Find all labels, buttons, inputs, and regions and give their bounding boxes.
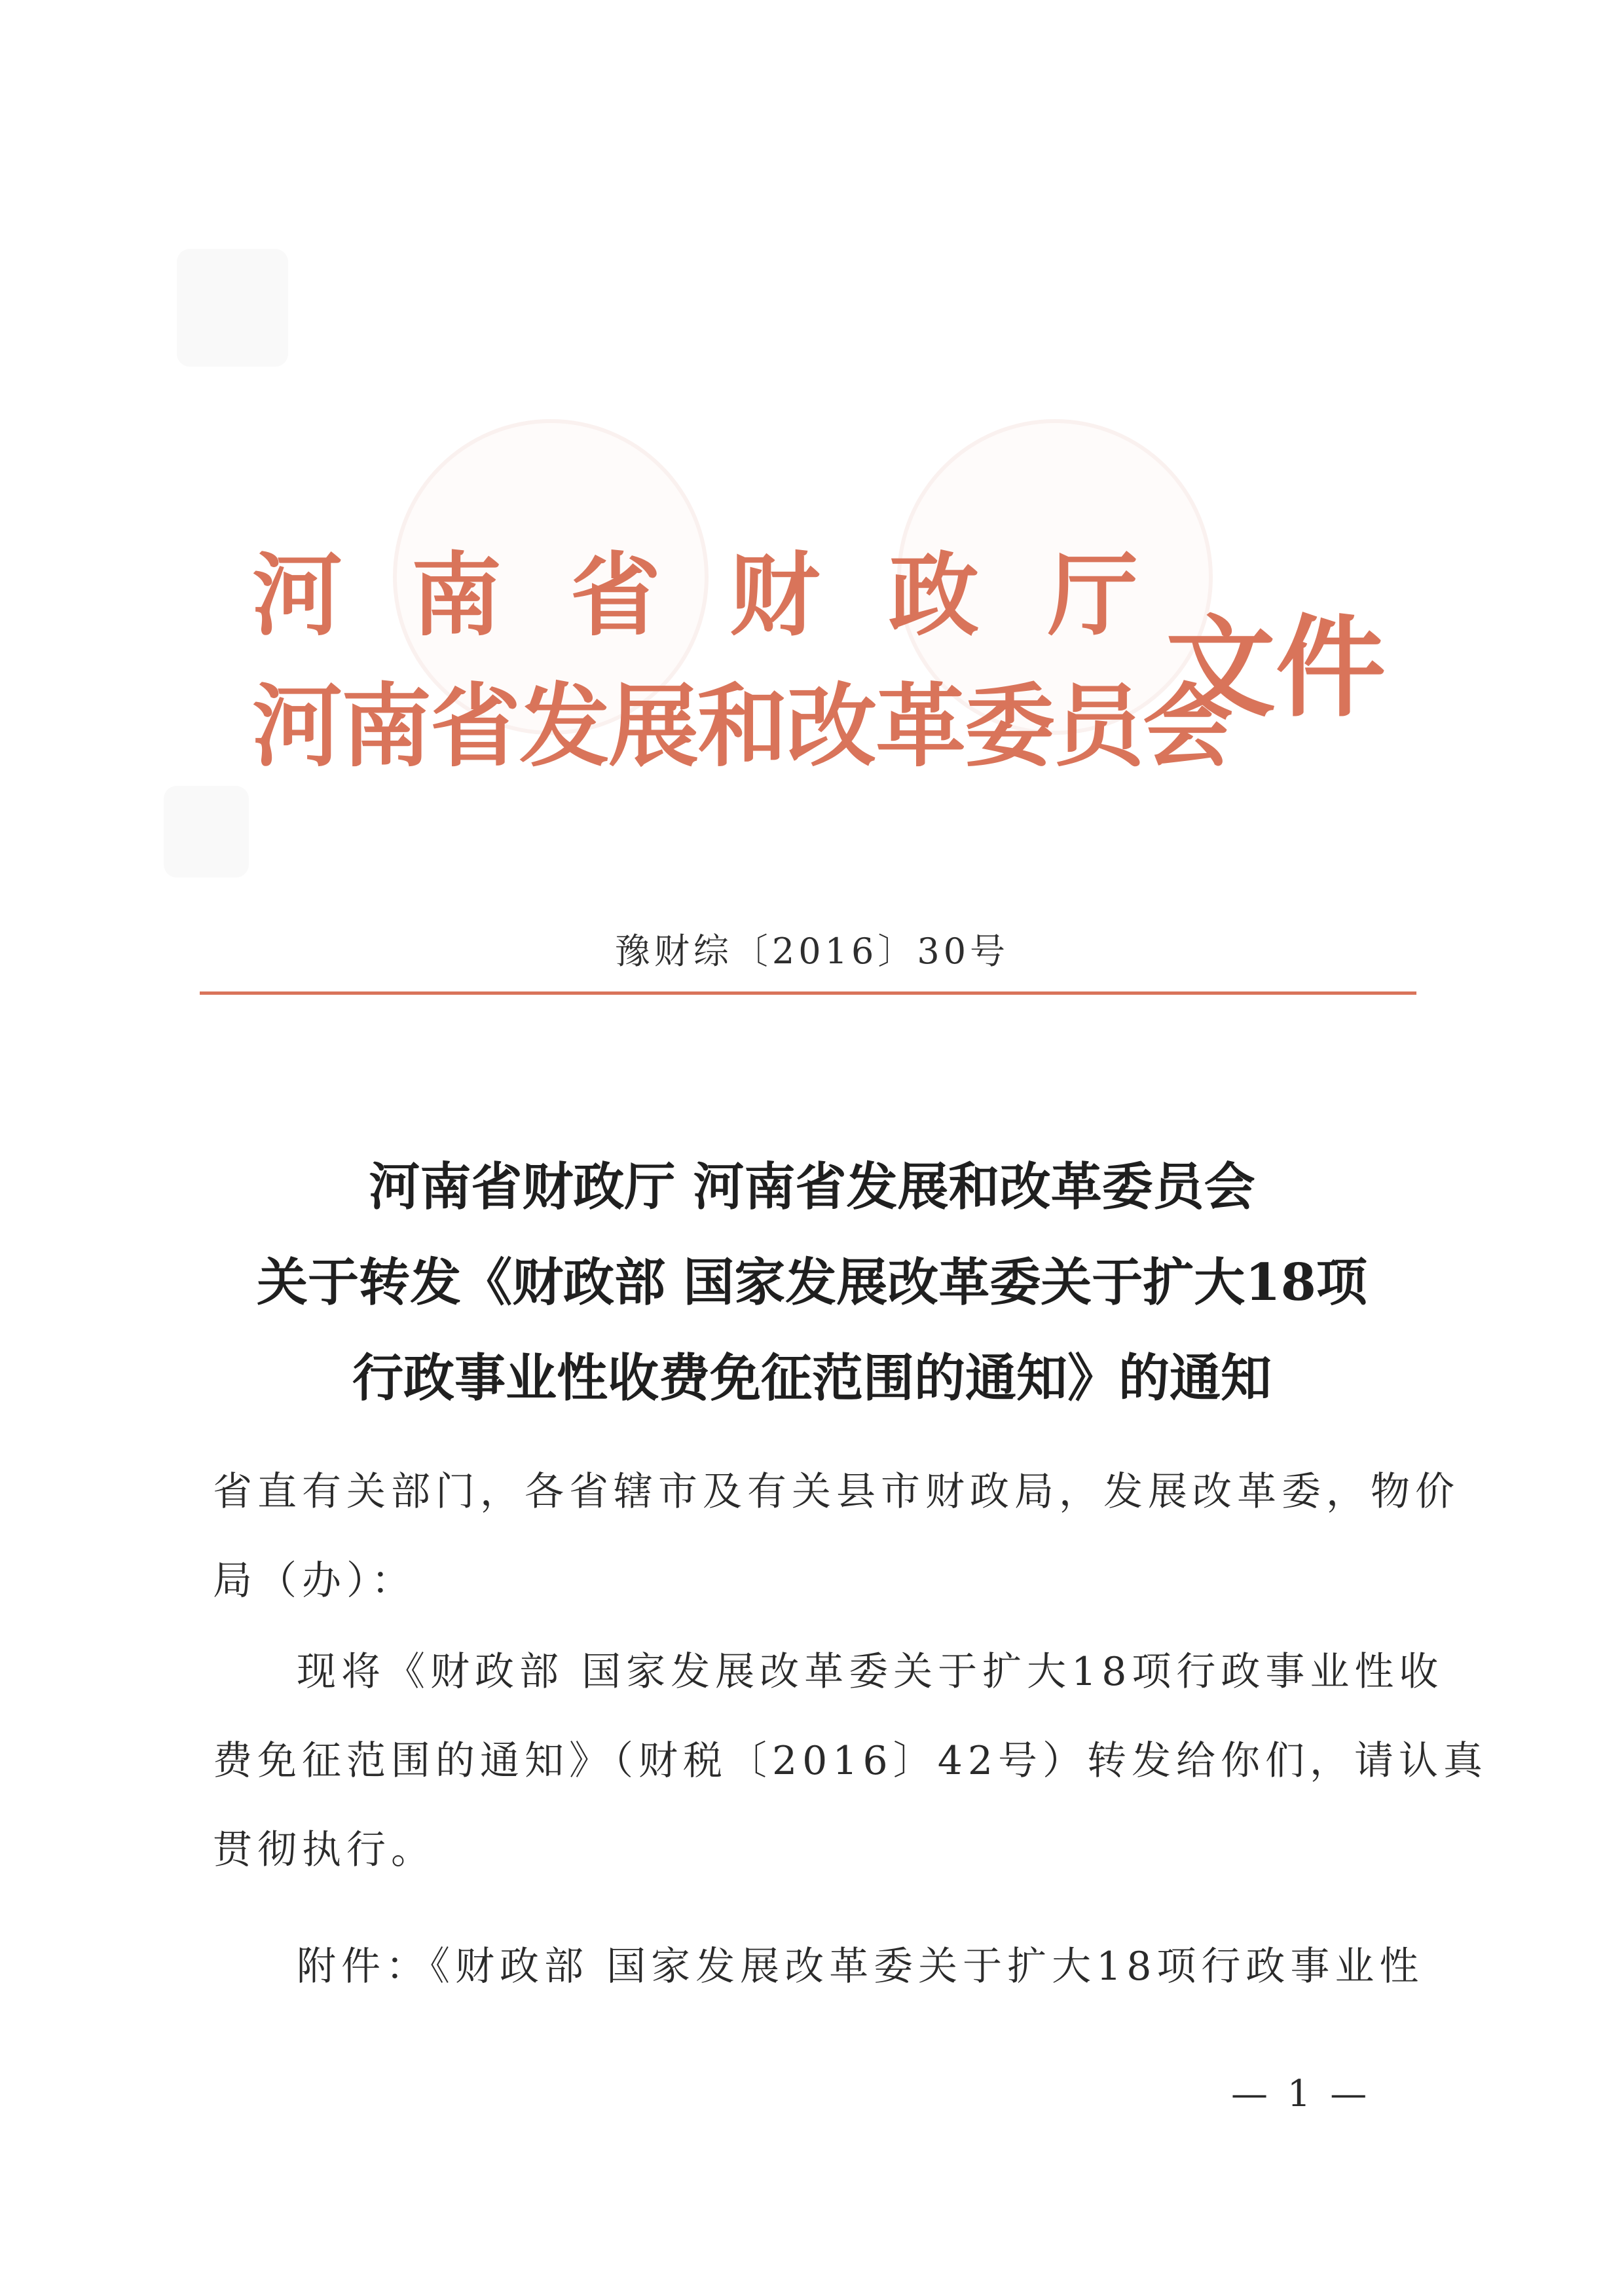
document-title — [196, 1139, 1428, 1426]
paragraph-line: 贯彻执行。 — [213, 1827, 435, 1873]
red-divider-rule — [200, 991, 1416, 995]
issuer-development-reform-commission: 河南省发展和改革委员会 — [252, 673, 1232, 779]
body-paragraph — [213, 1627, 1488, 1895]
document-number: 豫财综〔2016〕30号 — [614, 931, 1010, 972]
title-line: 关于转发《财政部 国家发展改革委关于扩大18项 — [257, 1253, 1367, 1312]
title-line: 河南省财政厅 河南省发展和改革委员会 — [369, 1157, 1255, 1217]
scan-artifact — [164, 786, 249, 878]
paragraph-line: 现将《财政部 国家发展改革委关于扩大18项行政事业性收 — [297, 1649, 1444, 1695]
page-number: — 1 — — [1231, 2073, 1371, 2115]
title-line: 行政事业性收费免征范围的通知》的通知 — [352, 1348, 1272, 1408]
salutation-line: 省直有关部门，各省辖市及有关县市财政局，发展改革委，物价 — [213, 1469, 1460, 1515]
paragraph-line: 费免征范围的通知》（财税〔2016〕42号）转发给你们，请认真 — [213, 1738, 1488, 1784]
issuer-finance-department: 河南省财政厅 — [252, 542, 1208, 648]
attachment-line: 附件：《财政部 国家发展改革委关于扩大18项行政事业性 — [297, 1944, 1424, 1990]
scan-artifact — [177, 249, 288, 367]
salutation-line: 局（办）： — [213, 1558, 416, 1604]
salutation — [213, 1447, 1460, 1625]
document-kind-label: 文件 — [1166, 602, 1386, 732]
attachment-note — [213, 1922, 1424, 2011]
